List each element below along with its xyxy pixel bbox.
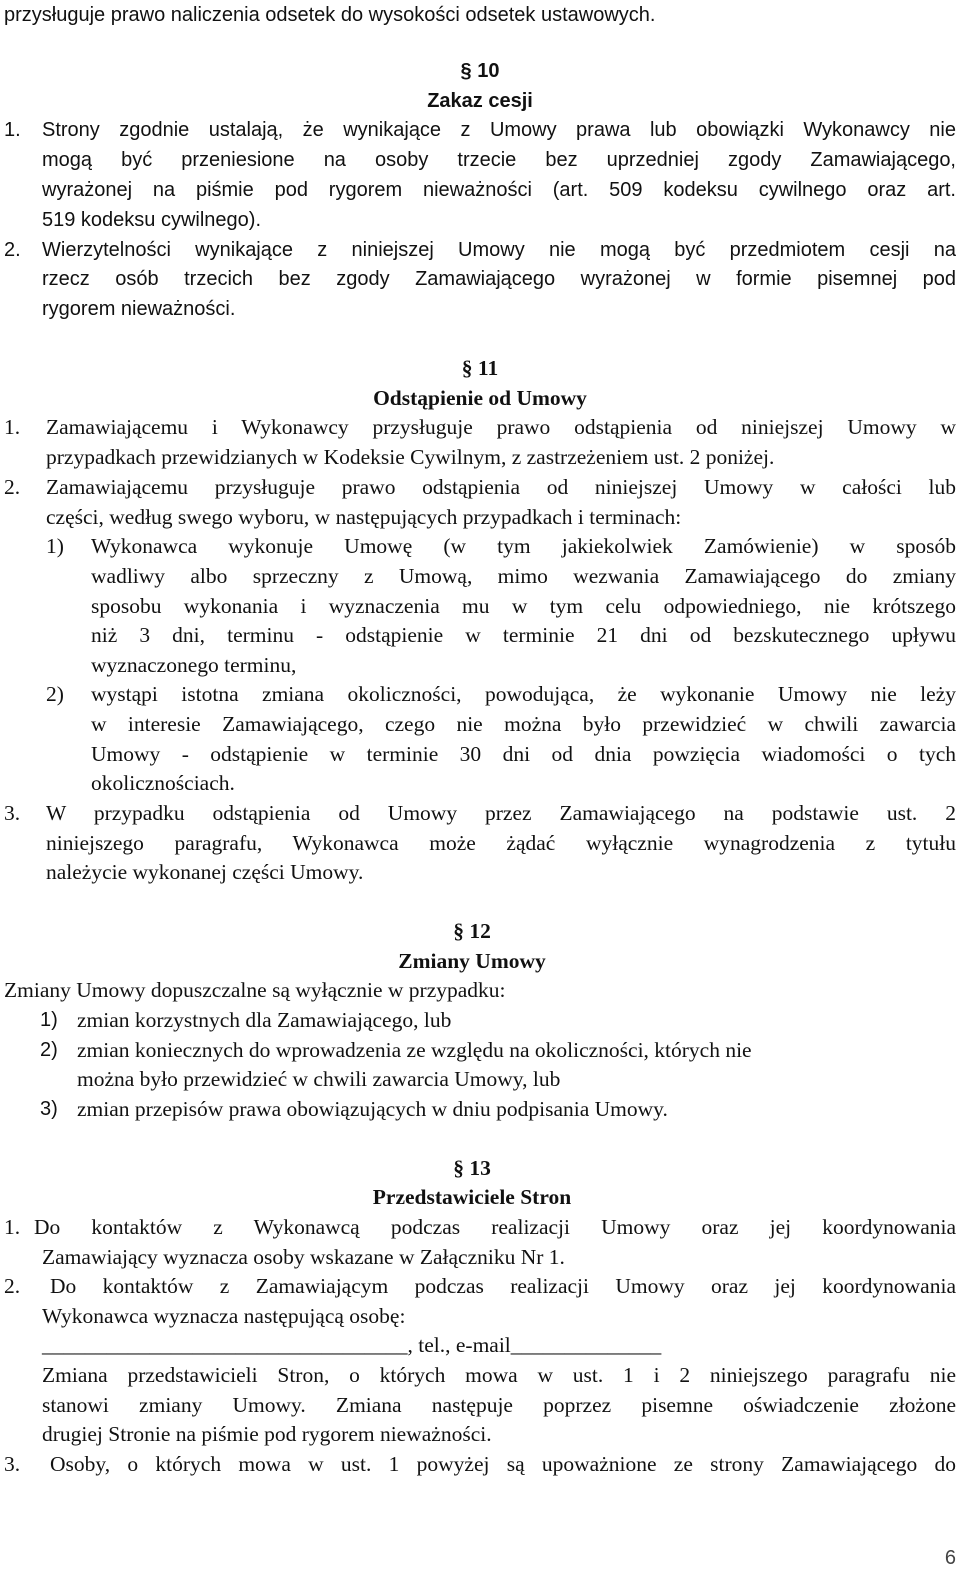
s13-p2b-line: Zmiana przedstawicieli Stron, o których mowa w ust. 1 i 2 niniejszego paragrafu nie	[42, 1363, 956, 1387]
s12-item1-number: 1)	[40, 1009, 58, 1031]
s10-p2-number: 2.	[4, 239, 21, 261]
s11-p2-line: Zamawiającemu przysługuje prawo odstąpienia od niniejszej Umowy w całości lub	[46, 475, 956, 499]
s10-p1-line: 519 kodeksu cywilnego).	[42, 209, 262, 231]
section-11-title: Odstąpienie od Umowy	[373, 386, 587, 410]
s11-item2-number: 2)	[46, 682, 64, 706]
s11-p3-line: niniejszego paragrafu, Wykonawca może żądać wyłącznie wynagrodzenia z tytułu	[46, 831, 956, 855]
s13-blank-line: __________________________________, tel., e-mail______________	[42, 1333, 662, 1357]
section-11-number: § 11	[461, 356, 499, 380]
s12-item2-line: zmian koniecznych do wprowadzenia ze względu na okoliczności, których nie	[77, 1038, 752, 1062]
s10-p1-line: wyrażonej na piśmie pod rygorem nieważności (art. 509 kodeksu cywilnego oraz art.	[42, 179, 956, 201]
s11-item1-number: 1)	[46, 534, 64, 558]
section-10-number: § 10	[460, 60, 500, 82]
s11-item2-line: Umowy - odstąpienie w terminie 30 dni od dnia powzięcia wiadomości o tych	[91, 742, 956, 766]
s11-p3-line: W przypadku odstąpienia od Umowy przez Zamawiającego na podstawie ust. 2	[46, 801, 956, 825]
section-12-number: § 12	[453, 919, 491, 943]
s12-item3-number: 3)	[40, 1098, 58, 1120]
carryover-line: przysługuje prawo naliczenia odsetek do wysokości odsetek ustawowych.	[4, 4, 656, 26]
s12-item2-line: można było przewidzieć w chwili zawarcia Umowy, lub	[77, 1067, 561, 1091]
s11-p3-line: należycie wykonanej części Umowy.	[46, 860, 364, 884]
s12-intro: Zmiany Umowy dopuszczalne są wyłącznie w przypadku:	[4, 978, 506, 1002]
s11-item1-line: Wykonawca wykonuje Umowę (w tym jakiekolwiek Zamówienie) w sposób	[91, 534, 956, 558]
s11-p2-number: 2.	[4, 475, 21, 499]
s10-p2-line: Wierzytelności wynikające z niniejszej Umowy nie mogą być przedmiotem cesji na	[42, 239, 956, 261]
section-13-title: Przedstawiciele Stron	[372, 1185, 572, 1209]
s11-p3-number: 3.	[4, 801, 21, 825]
s13-p2-line: Do kontaktów z Zamawiającym podczas realizacji Umowy oraz jej koordynowania	[50, 1274, 956, 1298]
s12-item2-number: 2)	[40, 1039, 58, 1061]
s13-p1-line: Do kontaktów z Wykonawcą podczas realizacji Umowy oraz jej koordynowania	[34, 1215, 956, 1239]
s13-p1-line: Zamawiający wyznacza osoby wskazane w Załączniku Nr 1.	[42, 1245, 565, 1269]
s10-p1-line: mogą być przeniesione na osoby trzecie bez uprzedniej zgody Zamawiającego,	[42, 149, 956, 171]
s11-p1-line: Zamawiającemu i Wykonawcy przysługuje prawo odstąpienia od niniejszej Umowy w	[46, 415, 956, 439]
s13-p3-line: Osoby, o których mowa w ust. 1 powyżej są upoważnione ze strony Zamawiającego do	[50, 1452, 956, 1476]
s11-item1-line: niż 3 dni, terminu - odstąpienie w terminie 21 dni od bezskutecznego upływu	[91, 623, 956, 647]
s11-item2-line: wystąpi istotna zmiana okoliczności, powodująca, że wykonanie Umowy nie leży	[91, 682, 956, 706]
page-number: 6	[944, 1547, 956, 1569]
s13-p3-number: 3.	[4, 1452, 21, 1476]
s11-item1-line: sposobu wykonania i wyznaczenia mu w tym celu odpowiedniego, nie krótszego	[91, 594, 956, 618]
s10-p2-line: rzecz osób trzecich bez zgody Zamawiającego wyrażonej w formie pisemnej pod	[42, 268, 956, 290]
section-13-number: § 13	[453, 1156, 491, 1180]
s13-p1-number: 1.	[4, 1215, 21, 1239]
s11-p1-line: przypadkach przewidzianych w Kodeksie Cywilnym, z zastrzeżeniem ust. 2 poniżej.	[46, 445, 775, 469]
s11-item2-line: w interesie Zamawiającego, czego nie można było przewidzieć w chwili zawarcia	[91, 712, 956, 736]
s13-p2b-line: stanowi zmiany Umowy. Zmiana następuje poprzez pisemne oświadczenie złożone	[42, 1393, 956, 1417]
s11-p1-number: 1.	[4, 415, 21, 439]
s13-p2-number: 2.	[4, 1274, 21, 1298]
s10-p1-line: Strony zgodnie ustalają, że wynikające z Umowy prawa lub obowiązki Wykonawcy nie	[42, 119, 956, 141]
s13-p2b-line: drugiej Stronie na piśmie pod rygorem nieważności.	[42, 1422, 492, 1446]
section-12-title: Zmiany Umowy	[398, 949, 546, 973]
s11-item1-line: wyznaczonego terminu,	[91, 653, 297, 677]
s13-p2-line: Wykonawca wyznacza następującą osobę:	[42, 1304, 406, 1328]
s12-item3-text: zmian przepisów prawa obowiązujących w dniu podpisania Umowy.	[77, 1097, 668, 1121]
s11-p2-line: części, według swego wyboru, w następujących przypadkach i terminach:	[46, 505, 682, 529]
s12-item1-text: zmian korzystnych dla Zamawiającego, lub	[77, 1008, 452, 1032]
s11-item1-line: wadliwy albo sprzeczny z Umową, mimo wezwania Zamawiającego do zmiany	[91, 564, 956, 588]
s11-item2-line: okolicznościach.	[91, 771, 235, 795]
section-10-title: Zakaz cesji	[427, 90, 533, 112]
s10-p2-line: rygorem nieważności.	[42, 298, 236, 320]
s10-p1-number: 1.	[4, 119, 21, 141]
